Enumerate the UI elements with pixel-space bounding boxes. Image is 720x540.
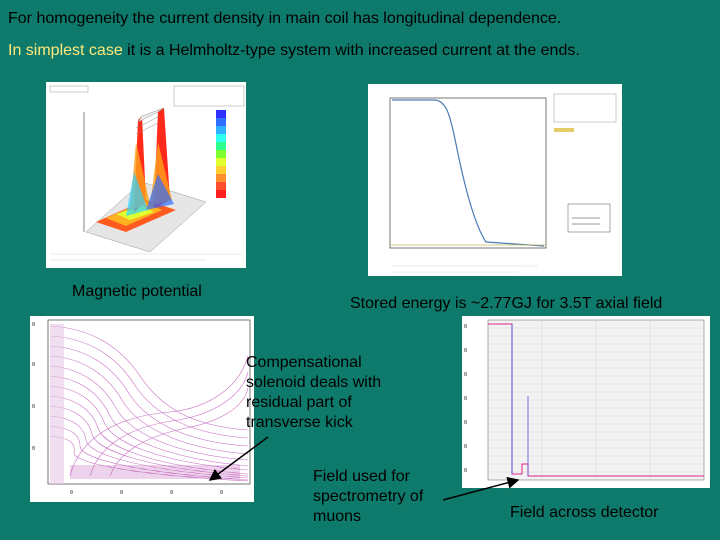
caption-magnetic-potential: Magnetic potential xyxy=(72,283,202,300)
stored-energy-plot xyxy=(368,84,622,276)
svg-text:0: 0 xyxy=(464,444,468,450)
svg-text:0: 0 xyxy=(464,396,468,402)
field-profile-icon xyxy=(462,316,710,488)
contour-plot xyxy=(30,316,254,502)
caption-field-muons: Field used for spectrometry of muons xyxy=(313,468,424,525)
contour-plot-icon xyxy=(30,316,254,502)
slide-line-2 xyxy=(8,42,580,60)
line-2-highlight: In simplest case xyxy=(8,42,123,59)
line-plot-icon xyxy=(368,84,622,276)
svg-text:0: 0 xyxy=(464,372,468,378)
svg-text:0: 0 xyxy=(32,362,36,368)
caption-stored-energy: Stored energy is ~2.77GJ for 3.5T axial field xyxy=(350,295,663,312)
magnetic-potential-plot xyxy=(46,82,246,268)
svg-text:0: 0 xyxy=(464,324,468,330)
svg-text:0: 0 xyxy=(464,348,468,354)
svg-text:0: 0 xyxy=(32,446,36,452)
svg-text:0: 0 xyxy=(170,490,174,496)
svg-text:0: 0 xyxy=(464,468,468,474)
svg-text:0: 0 xyxy=(32,404,36,410)
caption-field-detector: Field across detector xyxy=(510,504,659,521)
svg-text:0: 0 xyxy=(120,490,124,496)
surface-plot-icon xyxy=(46,82,246,268)
line-2-rest: it is a Helmholtz-type system with increased current at the ends. xyxy=(122,42,580,59)
svg-text:0: 0 xyxy=(32,322,36,328)
svg-text:0: 0 xyxy=(220,490,224,496)
svg-text:0: 0 xyxy=(464,420,468,426)
slide-line-1: For homogeneity the current density in main coil has longitudinal dependence. xyxy=(8,10,562,27)
caption-compensational: Compensational solenoid deals with residual part of transverse kick xyxy=(246,354,382,431)
svg-text:0: 0 xyxy=(70,490,74,496)
field-across-detector-plot xyxy=(462,316,710,488)
